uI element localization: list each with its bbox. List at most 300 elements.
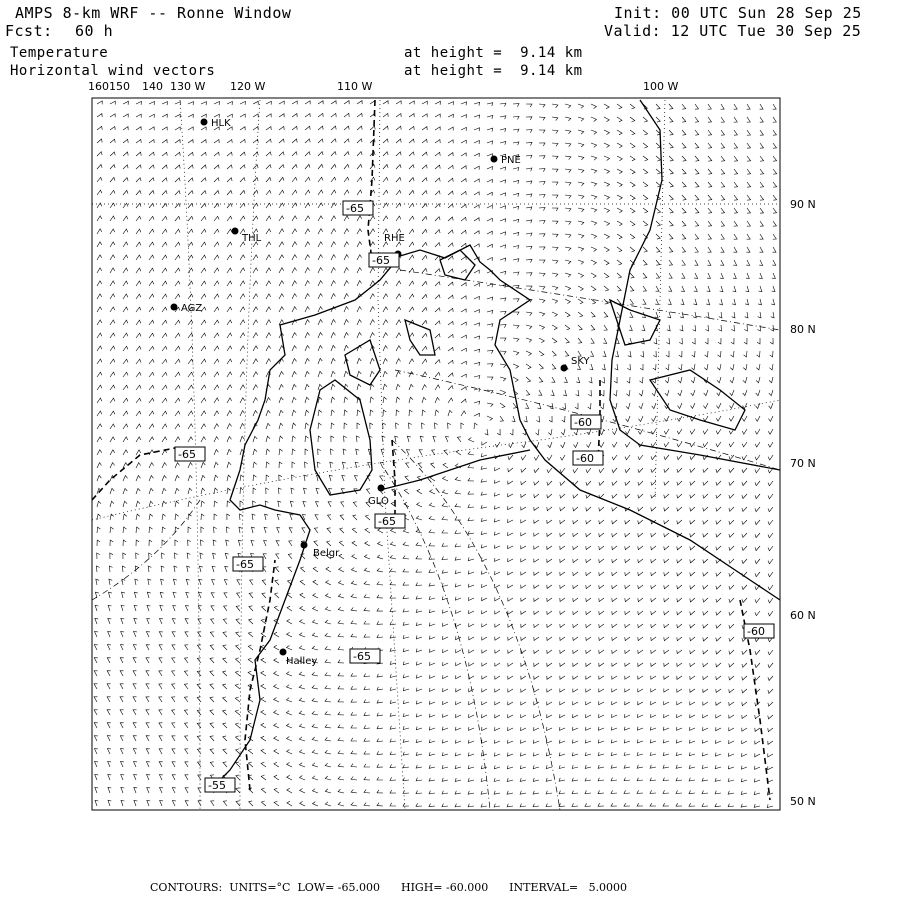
wind-barb (547, 585, 552, 589)
wind-barb (110, 268, 115, 273)
wind-barb (585, 778, 591, 781)
wind-barb (422, 333, 427, 338)
wind-barb (617, 104, 622, 109)
wind-barb (357, 320, 362, 325)
wind-barb (521, 585, 526, 589)
wind-barb (551, 390, 555, 396)
wind-barb (565, 182, 571, 186)
wind-barb (318, 242, 323, 247)
wind-barb (637, 790, 643, 793)
wind-barb (703, 650, 708, 654)
wind-barb (508, 468, 513, 472)
wind-barb (513, 104, 519, 107)
wind-barb (625, 546, 630, 550)
wind-barb (562, 403, 565, 409)
wind-barb (617, 143, 622, 148)
wind-barb (461, 411, 466, 416)
wind-barb (201, 114, 206, 118)
wind-barb (149, 203, 154, 208)
wind-barb (612, 701, 617, 705)
wind-barb (403, 674, 409, 677)
wind-barb (225, 566, 229, 572)
wind-barb (533, 804, 539, 807)
wind-barb (390, 661, 396, 664)
wind-barb (690, 650, 695, 654)
wind-barb (344, 436, 347, 442)
wind-barb (757, 325, 760, 331)
wind-barb (487, 284, 493, 287)
wind-barb (110, 424, 115, 429)
wind-barb (481, 505, 487, 508)
wind-barb (573, 507, 578, 511)
wind-barb (370, 371, 374, 377)
wind-barb (240, 101, 245, 105)
wind-barb (201, 359, 206, 364)
wind-barb (442, 570, 448, 573)
wind-barb (677, 559, 682, 563)
wind-barb (201, 475, 205, 481)
wind-barb (300, 776, 306, 781)
wind-barb (274, 736, 279, 741)
wind-barb (474, 362, 480, 365)
wind-barb (734, 247, 738, 252)
wind-barb (487, 179, 492, 183)
wind-barb (159, 710, 163, 715)
wind-barb (325, 737, 331, 741)
wind-barb (509, 442, 513, 448)
wind-barb (261, 736, 266, 741)
wind-barb (252, 527, 255, 533)
wind-barb (742, 728, 747, 732)
wind-barb (573, 559, 578, 563)
wind-barb (721, 130, 725, 135)
wind-barb (513, 364, 519, 368)
wind-barb (695, 221, 699, 226)
station-marker (301, 542, 308, 549)
wind-barb (123, 114, 128, 118)
wind-barb (377, 751, 383, 754)
wind-barb (718, 351, 721, 357)
wind-barb (521, 572, 526, 576)
wind-barb (266, 190, 271, 195)
wind-barb (487, 258, 492, 261)
wind-barb (279, 229, 284, 234)
wind-barb (97, 424, 102, 429)
wind-barb (185, 645, 189, 650)
wind-barb (274, 710, 279, 715)
wind-barb (435, 321, 440, 325)
wind-barb (327, 541, 331, 546)
wind-barb (162, 178, 167, 182)
wind-barb (185, 632, 189, 637)
svg-text:-60: -60 (747, 625, 765, 638)
wind-barb (448, 398, 453, 403)
wind-barb (223, 801, 227, 806)
wind-barb (286, 685, 292, 689)
wind-barb (429, 583, 435, 586)
wind-barb (136, 527, 140, 533)
wind-barb (328, 515, 332, 520)
wind-barb (651, 701, 656, 705)
wind-barb (760, 234, 764, 239)
wind-barb (742, 416, 747, 421)
wind-barb (175, 424, 180, 429)
wind-barb (366, 489, 370, 494)
wind-barb (574, 429, 578, 435)
wind-barb (318, 190, 323, 195)
wind-barb (680, 312, 683, 318)
wind-barb (716, 650, 721, 654)
svg-text:-65: -65 (372, 254, 390, 267)
wind-barb (728, 753, 734, 757)
wind-barb (721, 156, 725, 161)
field1-height: at height = 9.14 km (404, 45, 583, 61)
map-title: AMPS 8-km WRF -- Ronne Window (15, 4, 292, 22)
wind-barb (703, 637, 708, 641)
wind-barb (534, 546, 539, 550)
wind-barb (728, 804, 734, 807)
wind-barb (578, 312, 583, 317)
wind-barb (416, 726, 422, 729)
wind-barb (521, 545, 526, 549)
wind-barb (704, 364, 708, 370)
wind-barb (679, 338, 682, 344)
wind-barb (175, 320, 180, 325)
wind-barb (123, 424, 128, 429)
wind-barb (500, 258, 506, 261)
wind-barb (354, 476, 358, 481)
wind-barb (110, 307, 115, 312)
wind-barb (573, 494, 578, 498)
wind-barb (279, 126, 284, 130)
wind-barb (716, 442, 721, 447)
wind-barb (692, 351, 695, 357)
wind-barb (640, 364, 643, 370)
wind-barb (403, 622, 409, 625)
wind-barb (474, 192, 479, 196)
wind-barb (417, 489, 422, 494)
wind-barb (508, 676, 513, 680)
wind-barb (690, 727, 696, 730)
wind-barb (495, 584, 500, 588)
wind-barb (188, 437, 193, 442)
lat-label: 80 N (790, 323, 816, 336)
wind-barb (731, 351, 735, 357)
wind-barb (211, 606, 215, 611)
wind-barb (443, 701, 449, 705)
wind-barb (461, 322, 466, 326)
wind-barb (468, 584, 474, 587)
wind-barb (339, 567, 344, 572)
wind-barb (159, 749, 163, 754)
wind-barb (729, 727, 734, 731)
wind-barb (262, 606, 266, 611)
wind-barb (97, 203, 102, 208)
svg-text:-65: -65 (378, 515, 396, 528)
wind-barb (625, 455, 630, 460)
wind-barb (717, 364, 721, 370)
wind-barb (422, 165, 427, 169)
wind-barb (318, 410, 322, 416)
wind-barb (487, 324, 493, 327)
wind-barb (409, 346, 414, 351)
wind-barb (175, 346, 180, 351)
wind-barb (599, 650, 604, 654)
wind-barb (146, 723, 150, 728)
wind-barb (651, 585, 656, 589)
wind-barb (121, 800, 124, 806)
wind-barb (352, 554, 357, 559)
wind-barb (526, 351, 531, 356)
wind-barb (539, 130, 545, 133)
wind-barb (429, 727, 435, 730)
wind-barb (110, 165, 115, 169)
contour-label (369, 253, 399, 267)
wind-barb (591, 117, 597, 122)
wind-barb (716, 494, 721, 498)
wind-barb (253, 385, 258, 390)
wind-barb (331, 164, 336, 169)
wind-barb (604, 156, 610, 161)
wind-barb (677, 598, 682, 602)
wind-barb (200, 553, 203, 559)
wind-barb (565, 325, 570, 330)
wind-barb (175, 165, 180, 169)
wind-barb (223, 736, 227, 741)
wind-barb (435, 127, 440, 131)
wind-barb (768, 611, 773, 616)
wind-barb (429, 516, 435, 520)
wind-barb (443, 636, 449, 640)
wind-barb (468, 740, 474, 743)
wind-barb (565, 221, 571, 225)
wind-barb (565, 117, 571, 121)
wind-barb (758, 299, 761, 305)
wind-barb (162, 281, 167, 286)
wind-barb (533, 753, 539, 757)
wind-barb (598, 752, 604, 755)
wind-barb (344, 152, 349, 156)
wind-barb (768, 663, 773, 668)
wind-barb (448, 178, 453, 182)
wind-barb (172, 632, 176, 637)
wind-barb (416, 688, 422, 691)
wind-barb (110, 190, 115, 195)
wind-barb (110, 437, 115, 442)
wind-barb (236, 762, 240, 767)
wind-barb (110, 127, 115, 131)
wind-barb (526, 155, 532, 158)
wind-barb (508, 545, 513, 548)
wind-barb (149, 229, 154, 234)
wind-barb (630, 286, 634, 291)
wind-barb (136, 268, 141, 273)
wind-barb (416, 556, 422, 559)
wind-barb (188, 411, 193, 416)
wind-barb (643, 221, 648, 226)
wind-barb (390, 608, 396, 611)
wind-barb (664, 624, 669, 628)
wind-barb (773, 221, 777, 226)
wind-barb (638, 714, 644, 718)
wind-barb (435, 140, 440, 144)
wind-barb (160, 592, 163, 598)
wind-barb (381, 449, 384, 455)
wind-barb (396, 165, 401, 169)
wind-barb (276, 554, 280, 559)
wind-barb (716, 403, 721, 408)
wind-barb (357, 216, 362, 221)
wind-barb (481, 544, 487, 548)
wind-barb (474, 115, 480, 118)
wind-barb (136, 242, 141, 247)
wind-barb (286, 724, 292, 728)
wind-barb (768, 650, 773, 655)
wind-barb (227, 191, 232, 196)
wind-barb (474, 141, 479, 145)
wind-barb (97, 139, 102, 143)
wind-barb (760, 143, 764, 148)
wind-barb (572, 740, 578, 744)
wind-barb (352, 541, 357, 546)
wind-barb (706, 312, 709, 318)
wind-barb (448, 360, 453, 364)
wind-barb (292, 216, 297, 221)
wind-barb (611, 803, 617, 806)
wind-barb (172, 684, 176, 689)
lon-labels (88, 80, 678, 93)
wind-barb (573, 663, 578, 667)
wind-barb (261, 632, 266, 637)
wind-barb (227, 281, 232, 286)
wind-barb (677, 572, 682, 576)
wind-barb (416, 649, 422, 652)
wind-barb (612, 650, 617, 654)
wind-barb (443, 675, 448, 679)
wind-barb (370, 358, 374, 364)
wind-barb (279, 177, 284, 182)
wind-barb (136, 372, 141, 377)
wind-barb (274, 632, 279, 637)
wind-barb (487, 205, 492, 209)
wind-barb (240, 372, 245, 377)
wind-barb (690, 442, 695, 447)
wind-barb (175, 463, 180, 468)
wind-barb (705, 325, 708, 331)
wind-barb (533, 791, 539, 794)
lat-label: 90 N (790, 198, 816, 211)
wind-barb (223, 645, 227, 650)
wind-barb (342, 475, 346, 481)
wind-barb (716, 611, 721, 615)
wind-barb (601, 377, 604, 383)
wind-barb (474, 179, 479, 183)
wind-barb (560, 663, 565, 667)
wind-barb (747, 156, 751, 161)
wind-barb (403, 556, 409, 560)
wind-barb (586, 481, 591, 485)
wind-barb (95, 800, 98, 806)
wind-barb (253, 281, 258, 286)
station-label: Halley (286, 656, 318, 667)
wind-barb (162, 152, 167, 156)
wind-barb (262, 593, 266, 598)
wind-barb (442, 778, 448, 781)
wind-barb (123, 540, 126, 546)
wind-barb (149, 178, 154, 182)
wind-barb (331, 203, 336, 208)
wind-barb (422, 346, 427, 351)
wind-barb (214, 411, 219, 416)
wind-barb (435, 152, 440, 156)
wind-barb (136, 152, 141, 156)
wind-barb (708, 247, 712, 252)
wind-barb (223, 723, 227, 728)
wind-barb (133, 723, 137, 728)
wind-barb (746, 273, 749, 279)
wind-barb (383, 203, 388, 208)
wind-barb (422, 216, 427, 221)
wind-barb (390, 687, 396, 690)
wind-barb (338, 802, 344, 806)
wind-barb (236, 645, 240, 650)
wind-barb (201, 140, 206, 144)
wind-barb (586, 572, 591, 576)
wind-barb (599, 468, 604, 473)
wind-barb (720, 286, 723, 292)
wind-barb (277, 528, 280, 534)
wind-barb (201, 501, 205, 507)
wind-barb (237, 593, 241, 598)
wind-barb (474, 336, 480, 340)
wind-barb (120, 723, 124, 728)
wind-barb (197, 658, 201, 663)
wind-barb (253, 152, 258, 156)
wind-barb (521, 598, 526, 602)
wind-barb (123, 372, 128, 377)
wind-barb (266, 255, 271, 260)
wind-barb (120, 684, 124, 689)
wind-barb (406, 463, 410, 468)
wind-barb (677, 546, 682, 550)
wind-barb (708, 221, 712, 226)
wind-barb (223, 749, 227, 754)
wind-barb (312, 750, 318, 754)
wind-barb (175, 411, 180, 416)
wind-barb (639, 416, 644, 422)
wind-barb (513, 299, 519, 302)
wind-barb (578, 117, 584, 121)
wind-barb (768, 442, 773, 447)
wind-barb (560, 481, 565, 485)
wind-barb (286, 672, 292, 676)
wind-barb (383, 177, 388, 182)
wind-barb (703, 533, 708, 537)
wind-barb (162, 463, 167, 468)
wind-barb (214, 346, 219, 351)
wind-barb (474, 102, 480, 105)
wind-barb (742, 559, 747, 564)
wind-barb (147, 775, 151, 781)
wind-barb (534, 598, 539, 602)
wind-barb (351, 725, 357, 728)
wind-barb (448, 165, 453, 169)
wind-barb (351, 686, 357, 689)
station-label: PNE (501, 155, 521, 166)
wind-barb (669, 195, 673, 200)
wind-barb (500, 167, 506, 170)
wind-barb (627, 377, 630, 383)
